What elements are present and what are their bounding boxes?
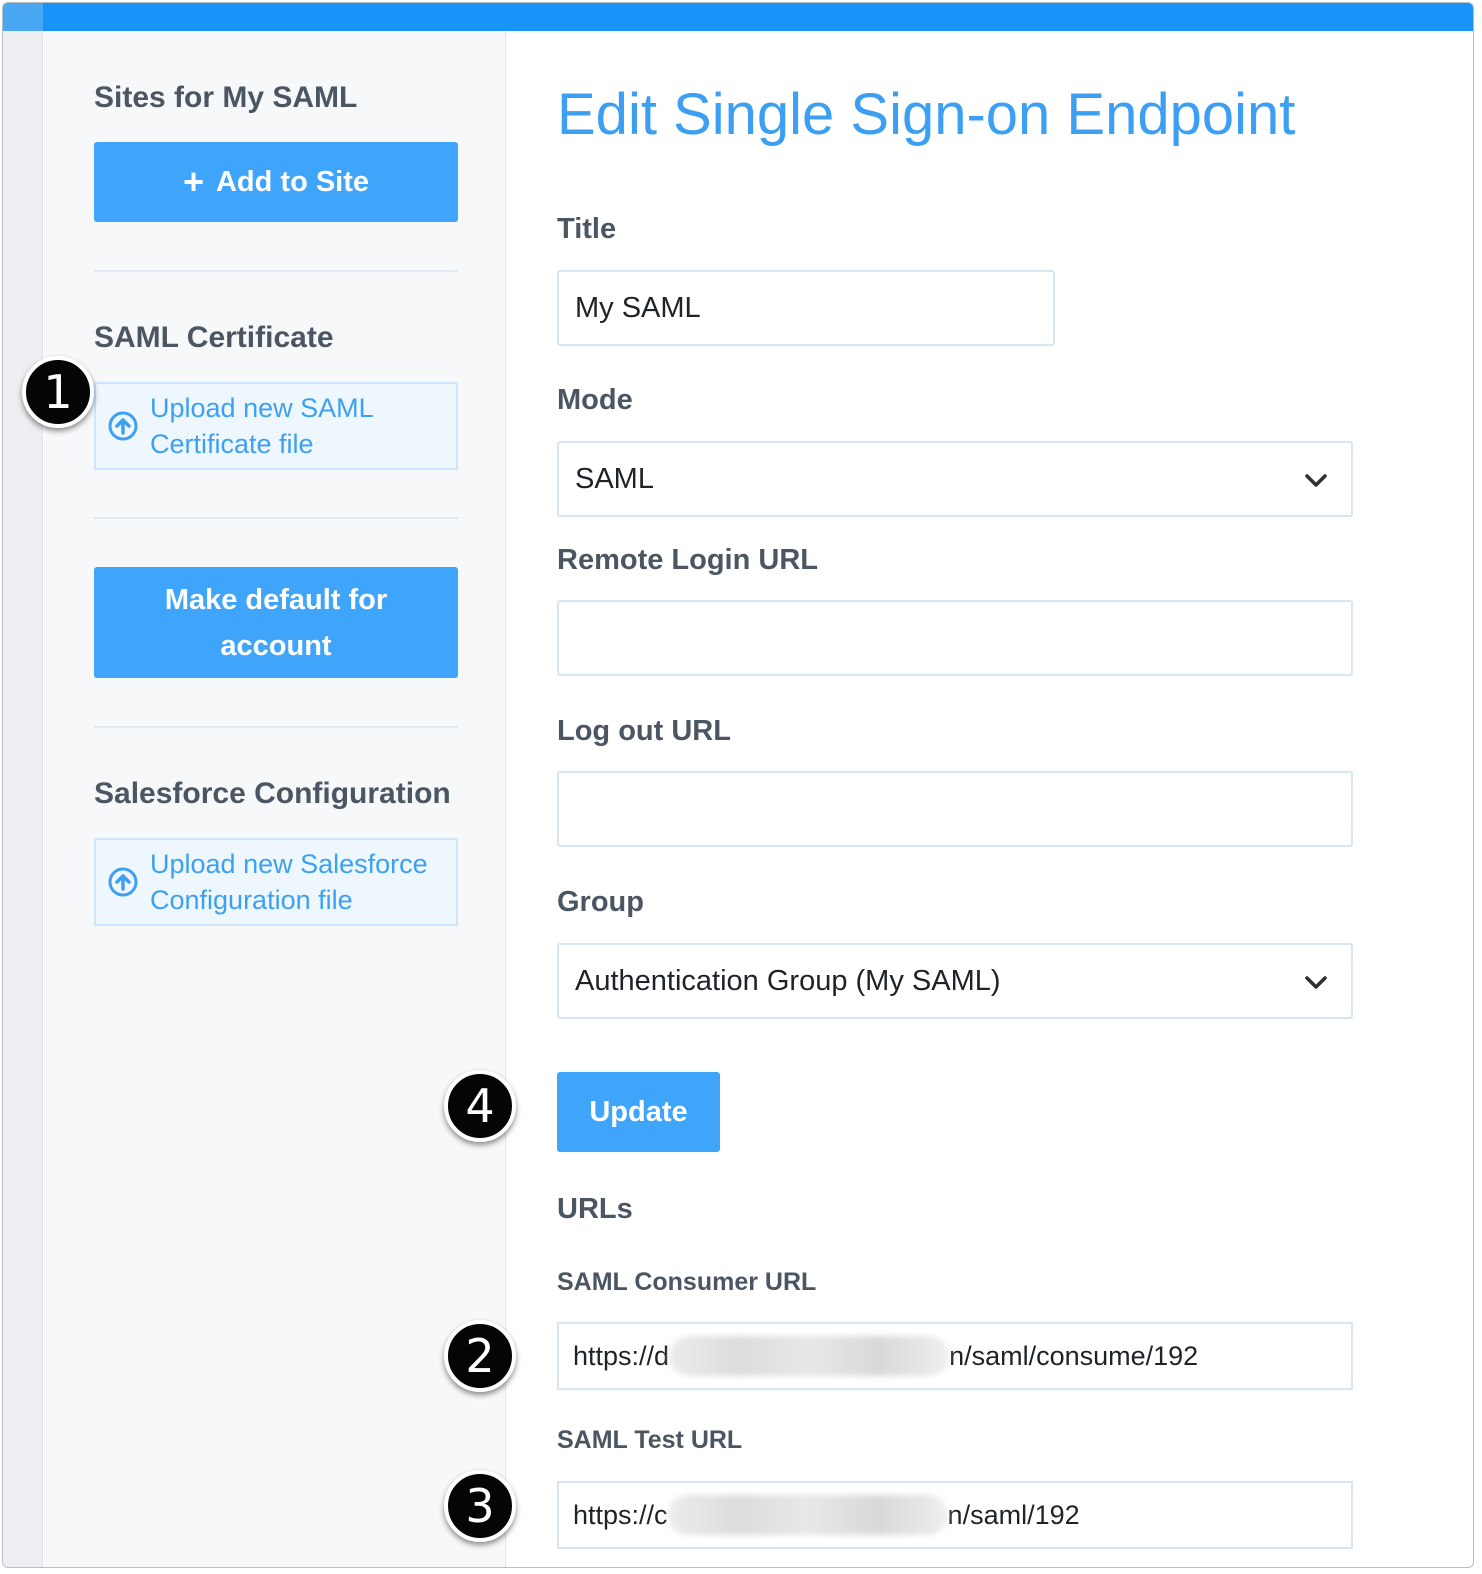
divider — [94, 270, 458, 272]
app-window — [2, 2, 1474, 1568]
top-bar-corner — [3, 3, 43, 31]
chevron-down-icon — [1303, 969, 1329, 995]
sidebar — [44, 31, 506, 1567]
salesforce-configuration-heading: Salesforce Configuration — [94, 777, 451, 810]
redacted-blur — [668, 1495, 948, 1535]
consumer-url-prefix: https://d — [573, 1340, 670, 1371]
top-bar — [3, 3, 1473, 31]
mode-select-value: SAML — [575, 462, 654, 495]
consumer-url-suffix: n/saml/consume/192 — [949, 1340, 1199, 1371]
upload-saml-certificate-link[interactable] — [94, 382, 458, 470]
title-label: Title — [557, 213, 617, 245]
saml-test-url-field[interactable] — [557, 1481, 1353, 1549]
left-rail — [3, 31, 43, 1567]
callout-3: 3 — [444, 1470, 516, 1542]
title-input-value: My SAML — [575, 291, 701, 324]
test-url-suffix: n/saml/192 — [947, 1499, 1080, 1530]
saml-test-url-label: SAML Test URL — [557, 1426, 743, 1454]
chevron-down-icon — [1303, 467, 1329, 493]
saml-certificate-heading: SAML Certificate — [94, 321, 334, 354]
callout-1: 1 — [22, 356, 94, 428]
group-select[interactable] — [557, 943, 1353, 1019]
callout-2: 2 — [444, 1320, 516, 1392]
group-select-value: Authentication Group (My SAML) — [575, 964, 1001, 997]
make-default-button[interactable] — [94, 567, 458, 678]
callout-4: 4 — [444, 1070, 516, 1142]
sites-heading: Sites for My SAML — [94, 81, 358, 114]
main-content — [507, 31, 1473, 1567]
redacted-blur — [669, 1336, 949, 1376]
mode-select[interactable] — [557, 441, 1353, 517]
group-label: Group — [557, 886, 644, 918]
upload-saml-certificate-label: Upload new SAML Certificate file — [150, 393, 373, 459]
upload-salesforce-configuration-label: Upload new Salesforce Configuration file — [150, 849, 428, 915]
make-default-label: Make default for account — [164, 583, 388, 662]
test-url-prefix: https://c — [573, 1499, 668, 1530]
logout-url-input[interactable] — [557, 771, 1353, 847]
upload-circle-icon — [108, 411, 138, 441]
update-button[interactable] — [557, 1072, 720, 1152]
urls-heading: URLs — [557, 1193, 633, 1225]
remote-login-url-label: Remote Login URL — [557, 544, 818, 576]
divider — [94, 517, 458, 519]
remote-login-url-input[interactable] — [557, 600, 1353, 676]
update-button-label: Update — [589, 1095, 688, 1128]
plus-icon: + — [182, 161, 204, 202]
divider — [94, 726, 458, 728]
add-to-site-label: Add to Site — [215, 165, 370, 198]
saml-consumer-url-label: SAML Consumer URL — [557, 1268, 817, 1296]
mode-label: Mode — [557, 384, 633, 416]
add-to-site-button[interactable] — [94, 142, 458, 222]
logout-url-label: Log out URL — [557, 715, 731, 747]
upload-circle-icon — [108, 867, 138, 897]
saml-consumer-url-field[interactable] — [557, 1322, 1353, 1390]
title-input[interactable] — [557, 270, 1055, 346]
upload-salesforce-configuration-link[interactable] — [94, 838, 458, 926]
page-title: Edit Single Sign-on Endpoint — [557, 82, 1296, 147]
